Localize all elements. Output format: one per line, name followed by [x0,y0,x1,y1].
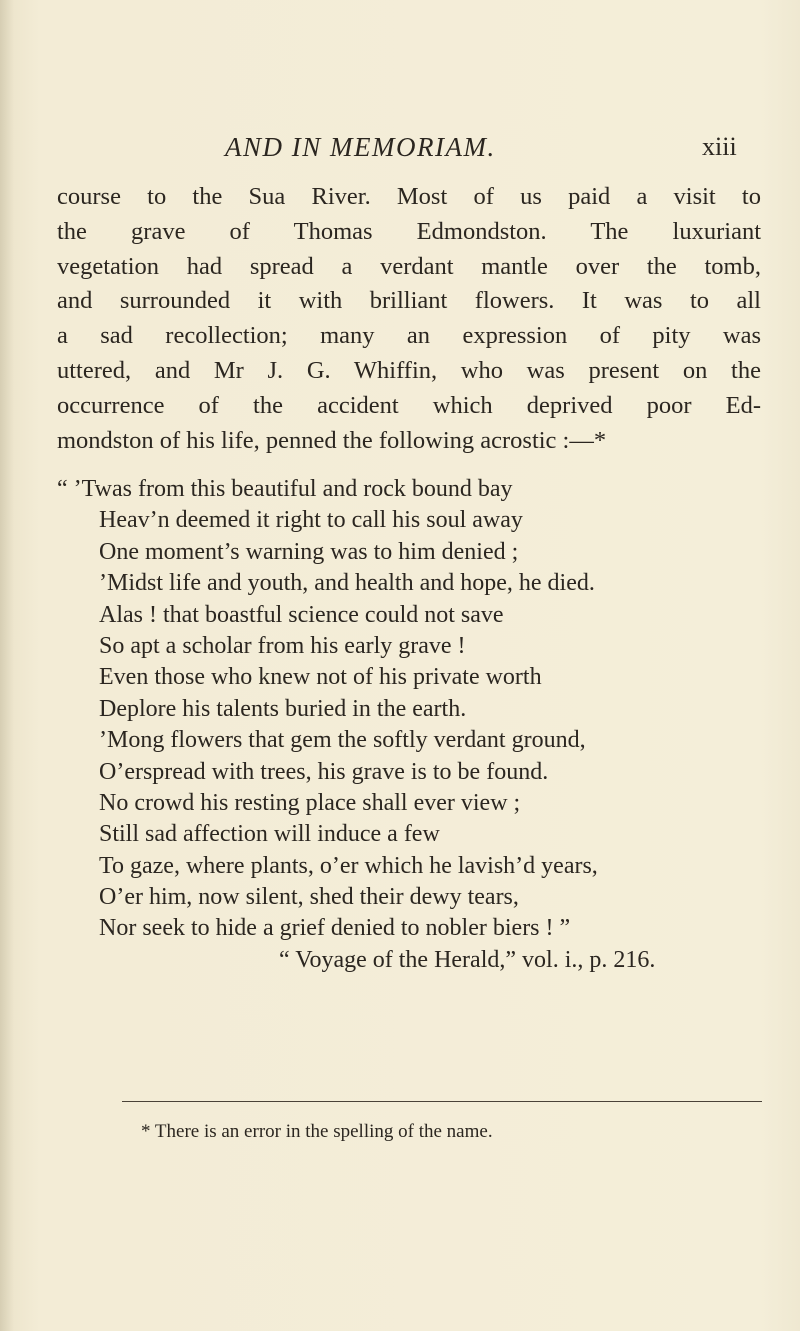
page-number: xiii [702,132,737,161]
paragraph-line: mondston of his life, penned the following acrostic :—* [57,426,607,454]
paragraph-line: a sad recollection; many an expression of pity was [57,322,761,350]
poem-line: Deplore his talents buried in the earth. [99,695,467,722]
page-gutter-shadow [0,0,14,1331]
page-header [0,132,800,172]
poem-line: Still sad affection will induce a few [99,821,440,848]
poem-line: Even those who knew not of his private worth [99,664,542,691]
poem-line: No crowd his resting place shall ever view ; [99,789,521,816]
acrostic-poem [57,474,777,977]
poem-line: ’Midst life and youth, and health and hope, he died. [99,570,595,597]
paragraph-line: the grave of Thomas Edmondston. The luxuriant [57,217,761,245]
paragraph-line: and surrounded it with brilliant flowers. It was to all [57,287,761,315]
poem-line: O’er him, now silent, shed their dewy tears, [99,884,519,911]
poem-line: So apt a scholar from his early grave ! [99,632,466,659]
poem-line: O’erspread with trees, his grave is to be found. [99,758,549,785]
paragraph-line: uttered, and Mr J. G. Whiffin, who was present on the [57,356,761,384]
poem-line: To gaze, where plants, o’er which he lavish’d years, [99,852,598,879]
poem-line: Heav’n deemed it right to call his soul away [99,507,523,534]
poem-line: “ ’Twas from this beautiful and rock bound bay [57,476,513,502]
body-paragraph [57,180,761,458]
poem-line: Nor seek to hide a grief denied to nobler biers ! ” [99,915,571,942]
paragraph-line: occurrence of the accident which deprived poor Ed- [57,391,761,419]
poem-citation: “ Voyage of the Herald,” vol. i., p. 216. [279,946,656,973]
running-title: AND IN MEMORIAM. [225,132,496,162]
footnote: * There is an error in the spelling of the name. [141,1121,493,1142]
paragraph-line: vegetation had spread a verdant mantle over the tomb, [57,252,761,280]
footnote-rule [122,1101,762,1102]
poem-line: Alas ! that boastful science could not save [99,601,504,628]
paragraph-line: course to the Sua River. Most of us paid a visit to [57,183,761,210]
poem-line: ’Mong flowers that gem the softly verdant ground, [99,727,586,754]
poem-line: One moment’s warning was to him denied ; [99,538,519,565]
